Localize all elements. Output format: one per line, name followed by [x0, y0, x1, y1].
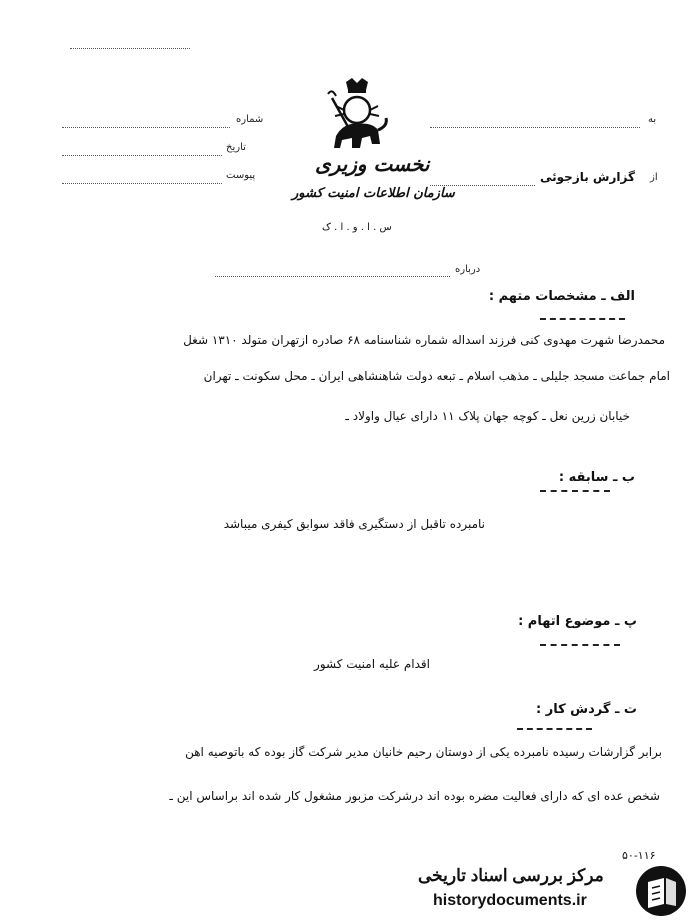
attachment-label: پیوست — [226, 170, 256, 181]
te-line-1: برابر گزارشات رسیده نامبرده یکی از دوستان رحیم خانیان مدیر شرکت گاز بوده که باتوصیه اهن — [185, 745, 662, 759]
organization-title: سازمان اطلاعات امنیت کشور — [292, 186, 455, 201]
to-label: به — [648, 114, 657, 125]
section-alef-title: الف ـ مشخصات متهم : — [488, 289, 635, 304]
about-dotted-line — [215, 276, 450, 277]
about-label: درباره — [455, 264, 481, 275]
top-dotted-line — [70, 48, 190, 49]
be-text: نامبرده تاقبل از دستگیری فاقد سوابق کیفری میباشد — [223, 517, 485, 531]
report-title: گزارش بازجوئی — [540, 170, 635, 184]
lion-and-sun-emblem — [322, 78, 392, 156]
report-dotted-line — [430, 185, 535, 186]
section-be-title: ب ـ سابقه : — [558, 470, 635, 485]
alef-line-2: امام جماعت مسجد جلیلی ـ مذهب اسلام ـ تبعه دولت شاهنشاهی ایران ـ محل سکونت ـ تهران — [203, 369, 670, 383]
watermark-logo-icon — [634, 864, 688, 918]
subject-prefix: از — [650, 172, 658, 183]
alef-line-3: خیابان زرین نعل ـ کوچه جهان پلاک ۱۱ دارای عیال واولاد ـ — [345, 409, 630, 423]
organization-code: س . ا . و . ا . ک — [322, 222, 392, 233]
section-te-underline — [517, 728, 592, 730]
te-line-2: شخص عده ای که دارای فعالیت مضره بوده اند درشرکت مزبور مشغول کار شده اند براساس این ـ — [169, 789, 660, 803]
form-number: ۵۰-۱۱۶ — [622, 849, 656, 862]
watermark-name: مرکز بررسی اسناد تاریخی — [418, 866, 604, 885]
section-pe-title: پ ـ موضوع اتهام : — [518, 614, 637, 629]
ministry-title: نخست وزیری — [315, 152, 430, 176]
section-pe-underline — [540, 644, 620, 646]
number-label: شماره — [236, 114, 264, 125]
watermark-url: historydocuments.ir — [433, 892, 587, 909]
date-label: تاریخ — [226, 142, 246, 153]
to-dotted-line — [430, 127, 640, 128]
alef-line-1: محمدرضا شهرت مهدوی کنی فرزند اسداله شماره شناسنامه ۶۸ صادره ازتهران متولد ۱۳۱۰ شغل — [183, 333, 665, 347]
pe-text: اقدام علیه امنیت کشور — [314, 657, 430, 671]
section-te-title: ت ـ گردش کار : — [536, 702, 637, 717]
section-be-underline — [540, 490, 610, 492]
section-alef-underline — [540, 318, 625, 320]
